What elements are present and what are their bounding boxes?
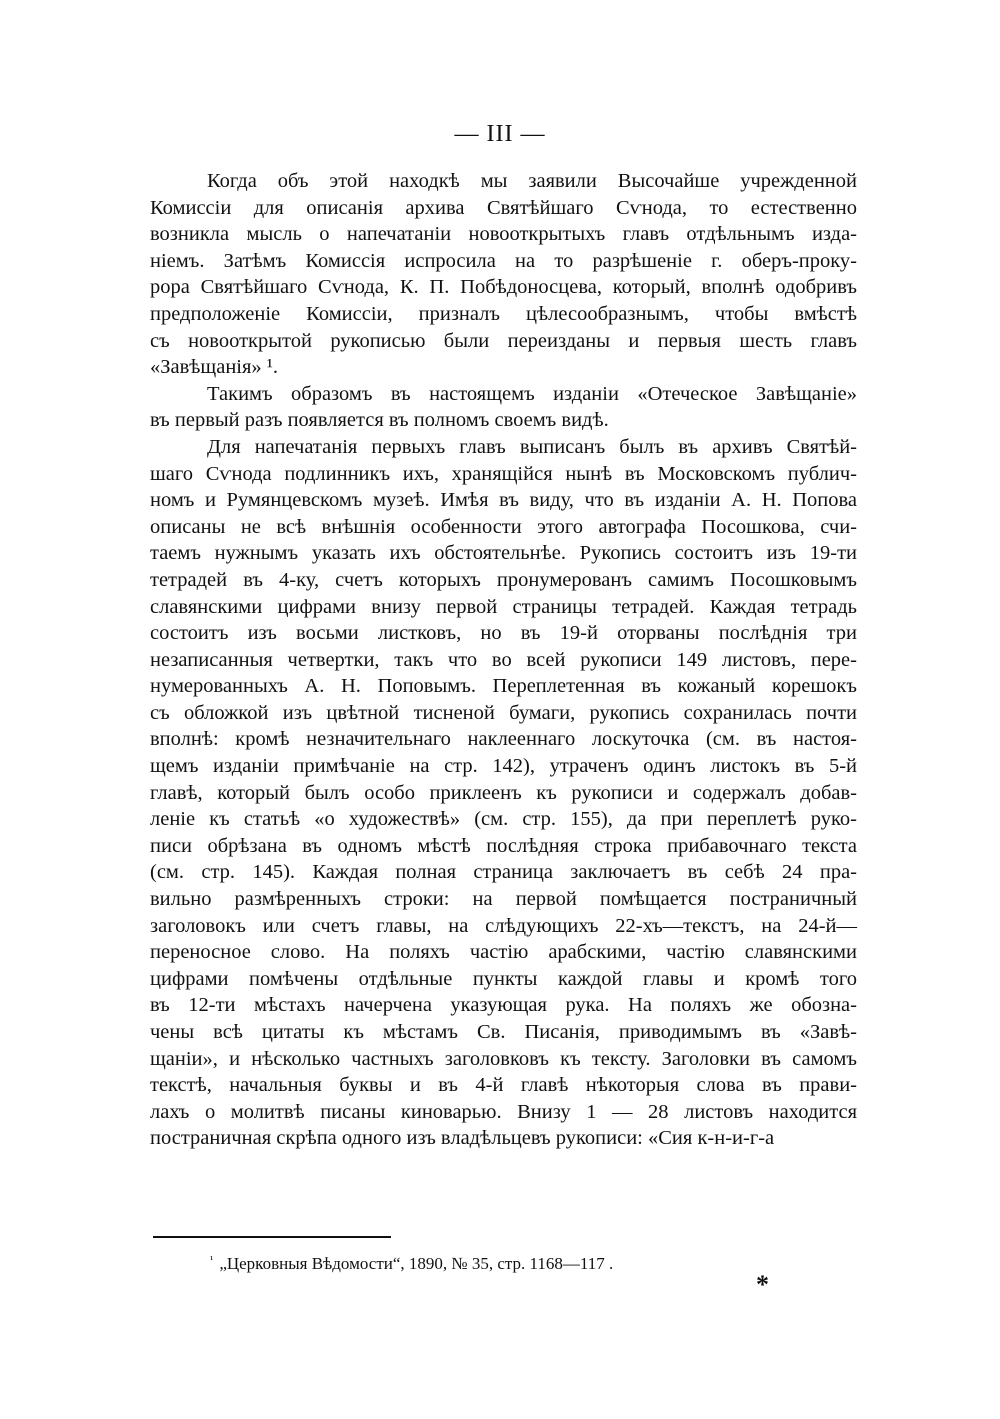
text-line: въ первый разъ появляется въ полномъ своемъ видѣ. — [150, 409, 609, 432]
footnote-rule — [153, 1236, 391, 1238]
text-line: «Завѣщанія» ¹. — [150, 356, 279, 379]
text-line: текстѣ, начальныя буквы и въ 4-й главѣ нѣкоторыя слова въ прави- — [150, 1074, 857, 1097]
text-line: Для напечатанія первыхъ главъ выписанъ былъ въ архивъ Святѣй- — [207, 435, 857, 458]
text-line: возникла мысль о напечатаніи новооткрытыхъ главъ отдѣльнымъ изда- — [150, 223, 857, 246]
page-number: — III — — [454, 121, 546, 147]
text-line: леніе къ статьѣ «о художествѣ» (см. стр. 155), да при переплетѣ руко- — [150, 808, 857, 831]
body-text — [150, 168, 857, 1152]
text-line: нумерованныхъ А. Н. Поповымъ. Переплетенная въ кожаный корешокъ — [150, 675, 857, 698]
text-line: славянскими цифрами внизу первой страницы тетрадей. Каждая тетрадь — [150, 595, 857, 618]
text-line: шаго Сѵнода подлинникъ ихъ, хранящійся нынѣ въ Московскомъ публич- — [150, 462, 857, 485]
text-line: предположеніе Комиссіи, призналъ цѣлесообразнымъ, чтобы вмѣстѣ — [150, 302, 857, 325]
text-line: рора Святѣйшаго Сѵнода, К. П. Побѣдоносцева, который, вполнѣ одобривъ — [150, 276, 857, 299]
text-line: (см. стр. 145). Каждая полная страница заключаетъ въ себѣ 24 пра- — [150, 861, 857, 884]
text-line: въ 12-ти мѣстахъ начерчена указующая рука. На поляхъ же обозна- — [150, 994, 857, 1017]
text-line: незаписанныя четвертки, такъ что во всей рукописи 149 листовъ, пере- — [150, 648, 857, 671]
text-line: таемъ нужнымъ указать ихъ обстоятельнѣе. Рукопись состоитъ изъ 19-ти — [150, 542, 857, 565]
text-line: щемъ изданіи примѣчаніе на стр. 142), утраченъ одинъ листокъ въ 5-й — [150, 755, 857, 778]
footnote-marker: ¹ — [210, 1254, 214, 1266]
text-line: съ обложкой изъ цвѣтной тисненой бумаги, рукопись сохранилась почти — [150, 701, 857, 724]
paragraph — [150, 434, 857, 1152]
text-line: вильно размѣренныхъ строки: на первой помѣщается постраничный — [150, 888, 857, 911]
text-line: главѣ, который былъ особо приклеенъ къ рукописи и содержалъ добав- — [150, 781, 857, 804]
text-line: Такимъ образомъ въ настоящемъ изданіи «Отеческое Завѣщаніе» — [207, 382, 857, 405]
text-line: заголовокъ или счетъ главы, на слѣдующихъ 22-хъ—текстъ, на 24-й— — [150, 914, 857, 937]
text-line: вполнѣ: кромѣ незначительнаго наклееннаго лоскуточка (см. въ настоя- — [150, 728, 857, 751]
text-line: щаніи», и нѣсколько частныхъ заголовковъ къ тексту. Заголовки въ самомъ — [150, 1047, 857, 1070]
text-line: Когда объ этой находкѣ мы заявили Высочайше учрежденной — [207, 170, 857, 192]
text-line: состоитъ изъ восьми листковъ, но въ 19-й оторваны послѣднія три — [150, 622, 857, 645]
paragraph — [150, 381, 857, 434]
text-line: съ новооткрытой рукописью были переизданы и первыя шесть главъ — [150, 329, 857, 352]
footnote-text: „Церковныя Вѣдомости“, 1890, № 35, стр. 1168—117 . — [219, 1254, 614, 1273]
text-line: постраничная скрѣпа одного изъ владѣльцевъ рукописи: «Сия к-н-и-г-а — [150, 1127, 775, 1150]
footnote — [210, 1254, 613, 1274]
text-line: переносное слово. На поляхъ частію арабскими, частію славянскими — [150, 941, 857, 964]
text-line: номъ и Румянцевскомъ музеѣ. Имѣя въ виду, что въ изданіи А. Н. Попова — [150, 489, 857, 512]
text-line: тетрадей въ 4-ку, счетъ которыхъ пронумерованъ самимъ Посошковымъ — [150, 568, 857, 591]
text-line: цифрами помѣчены отдѣльные пункты каждой главы и кромѣ того — [150, 967, 857, 990]
paragraph — [150, 168, 857, 381]
text-line: лахъ о молитвѣ писаны киноварью. Внизу 1 — 28 листовъ находится — [150, 1100, 857, 1123]
text-line: описаны не всѣ внѣшнія особенности этого автографа Посошкова, счи- — [150, 515, 857, 538]
text-line: писи обрѣзана въ одномъ мѣстѣ послѣдняя строка прибавочнаго текста — [150, 834, 857, 857]
text-line: чены всѣ цитаты къ мѣстамъ Св. Писанія, приводимымъ въ «Завѣ- — [150, 1021, 857, 1043]
text-line: Комиссіи для описанія архива Святѣйшаго Сѵнода, то естественно — [150, 196, 857, 219]
text-line: ніемъ. Затѣмъ Комиссія испросила на то разрѣшеніе г. оберъ-проку- — [150, 249, 857, 272]
signature-mark: * — [756, 1270, 769, 1299]
